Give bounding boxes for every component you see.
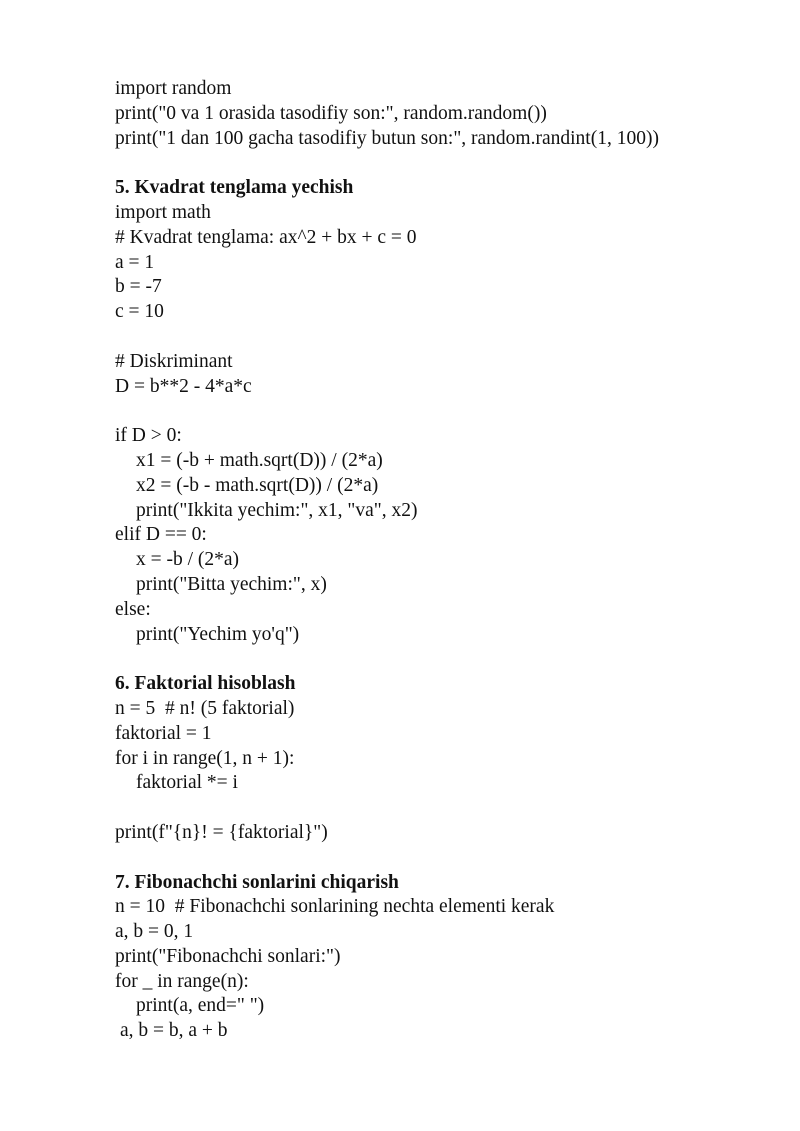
code-line: x = -b / (2*a) (136, 549, 240, 571)
code-line: print(f"{n}! = {faktorial}") (115, 821, 328, 843)
code-line: import math (115, 201, 211, 223)
code-line: print(a, end=" ") (136, 995, 265, 1017)
blank-line (115, 325, 775, 350)
section-heading: 7. Fibonachchi sonlarini chiqarish (115, 871, 399, 893)
section-heading: 6. Faktorial hisoblash (115, 673, 296, 695)
section-heading: 5. Kvadrat tenglama yechish (115, 177, 354, 199)
code-line: print("Ikkita yechim:", x1, "va", x2) (136, 499, 418, 521)
code-line: for i in range(1, n + 1): (115, 747, 295, 769)
blank-line (115, 151, 775, 176)
code-line: print("Yechim yo'q") (136, 623, 300, 645)
code-line: a, b = b, a + b (120, 1020, 228, 1042)
code-line: # Diskriminant (115, 350, 233, 372)
blank-line (115, 399, 775, 424)
code-line: # Kvadrat tenglama: ax^2 + bx + c = 0 (115, 226, 417, 248)
code-line: print("1 dan 100 gacha tasodifiy butun son:", random.randint(1, 100)) (115, 127, 659, 149)
code-line: b = -7 (115, 276, 162, 298)
blank-line (115, 846, 775, 871)
code-line: print("Fibonachchi sonlari:") (115, 945, 341, 967)
code-line: if D > 0: (115, 425, 182, 447)
blank-line (115, 647, 775, 672)
code-line: c = 10 (115, 301, 164, 323)
code-line: else: (115, 598, 151, 620)
blank-line (115, 796, 775, 821)
code-line: for _ in range(n): (115, 970, 249, 992)
code-line: a = 1 (115, 251, 155, 273)
code-line: n = 10 # Fibonachchi sonlarining nechta elementi kerak (115, 896, 555, 918)
document-page (115, 77, 775, 1044)
code-line: faktorial = 1 (115, 722, 212, 744)
code-line: print("0 va 1 orasida tasodifiy son:", random.random()) (115, 102, 547, 124)
code-line: n = 5 # n! (5 faktorial) (115, 697, 295, 719)
code-line: a, b = 0, 1 (115, 921, 194, 943)
code-line: print("Bitta yechim:", x) (136, 573, 327, 595)
code-line: x2 = (-b - math.sqrt(D)) / (2*a) (136, 474, 379, 496)
code-line: elif D == 0: (115, 524, 207, 546)
code-line: faktorial *= i (136, 772, 238, 794)
code-line: D = b**2 - 4*a*c (115, 375, 252, 397)
code-line: import random (115, 78, 232, 99)
code-line: x1 = (-b + math.sqrt(D)) / (2*a) (136, 449, 383, 471)
